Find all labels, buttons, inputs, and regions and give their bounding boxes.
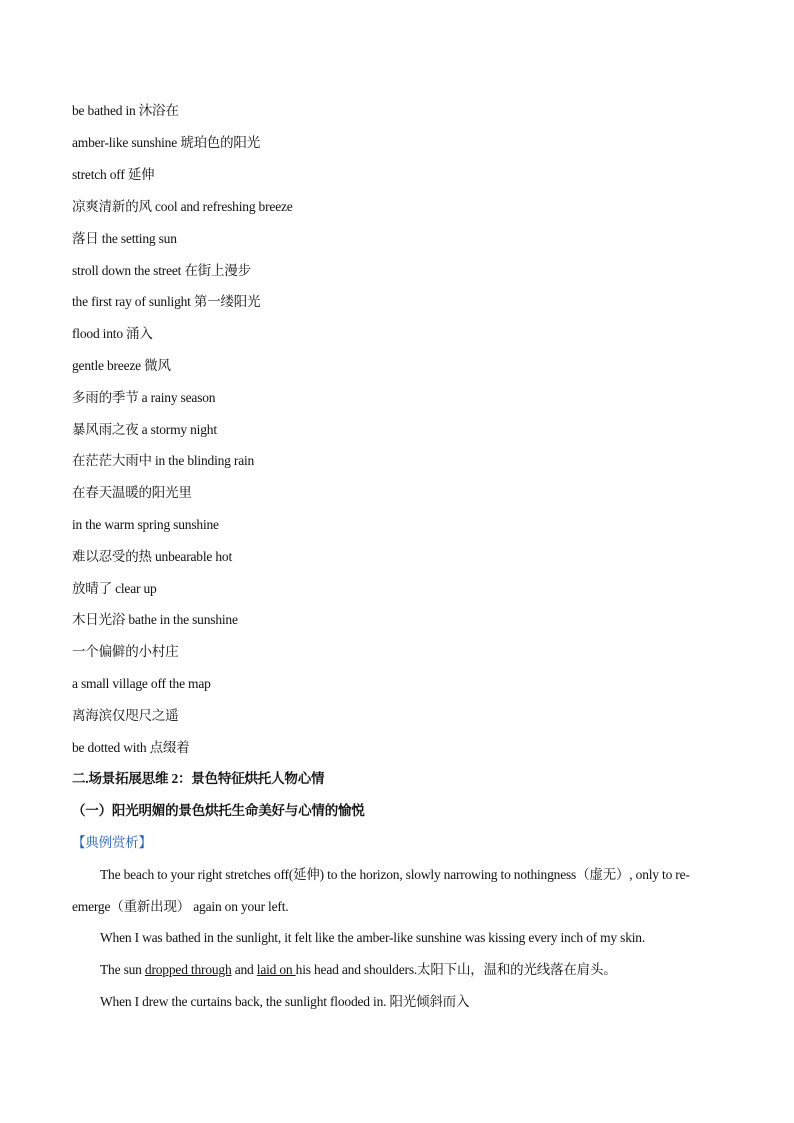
phrase-line: the first ray of sunlight 第一缕阳光	[72, 294, 261, 309]
phrase-line: 难以忍受的热 unbearable hot	[72, 549, 233, 564]
phrase-line: a small village off the map	[72, 676, 211, 691]
phrase-line: amber-like sunshine 琥珀色的阳光	[72, 135, 260, 150]
phrase-line: stretch off 延伸	[72, 167, 155, 182]
example-paragraph: The beach to your right stretches off(延伸) to the horizon, slowly narrowing to nothingness（虚无）, only to re-emerge（重新出现） again on your left.	[72, 867, 690, 914]
phrase-line: stroll down the street 在街上漫步	[72, 263, 251, 278]
phrase-line: be dotted with 点缀着	[72, 740, 190, 755]
subsection-heading: （一）阳光明媚的景色烘托生命美好与心情的愉悦	[72, 803, 365, 818]
phrase-line: 暴风雨之夜 a stormy night	[72, 422, 217, 437]
example-sentence	[100, 961, 617, 979]
example-text: his head and shoulders.太阳下山，温和的光线落在肩头。	[295, 962, 617, 977]
phrase-line: 离海滨仅咫尺之遥	[72, 708, 179, 723]
section-heading: 二.场景拓展思维 2：景色特征烘托人物心情	[72, 771, 325, 786]
phrase-line: flood into 涌入	[72, 326, 153, 341]
example-sentence: When I drew the curtains back, the sunlight flooded in. 阳光倾斜而入	[100, 994, 470, 1009]
phrase-line: 放晴了 clear up	[72, 581, 157, 596]
phrase-line: be bathed in 沐浴在	[72, 103, 179, 118]
phrase-line: 在春天温暖的阳光里	[72, 485, 192, 500]
phrase-line: 多雨的季节 a rainy season	[72, 390, 216, 405]
phrase-line: gentle breeze 微风	[72, 358, 171, 373]
example-label: 【典例赏析】	[72, 835, 152, 850]
example-text: and	[231, 962, 257, 977]
underlined-phrase: dropped through	[144, 962, 232, 977]
example-text: The sun	[100, 962, 145, 977]
phrase-line: 一个偏僻的小村庄	[72, 644, 179, 659]
phrase-line: 落日 the setting sun	[72, 231, 177, 246]
phrase-line: in the warm spring sunshine	[72, 517, 219, 532]
phrase-line: 在茫茫大雨中 in the blinding rain	[72, 453, 255, 468]
phrase-line: 凉爽清新的风 cool and refreshing breeze	[72, 199, 293, 214]
phrase-line: 木日光浴 bathe in the sunshine	[72, 612, 238, 627]
underlined-phrase: laid on	[256, 962, 296, 977]
example-sentence: When I was bathed in the sunlight, it felt like the amber-like sunshine was kissing every inch of my skin.	[100, 930, 646, 945]
